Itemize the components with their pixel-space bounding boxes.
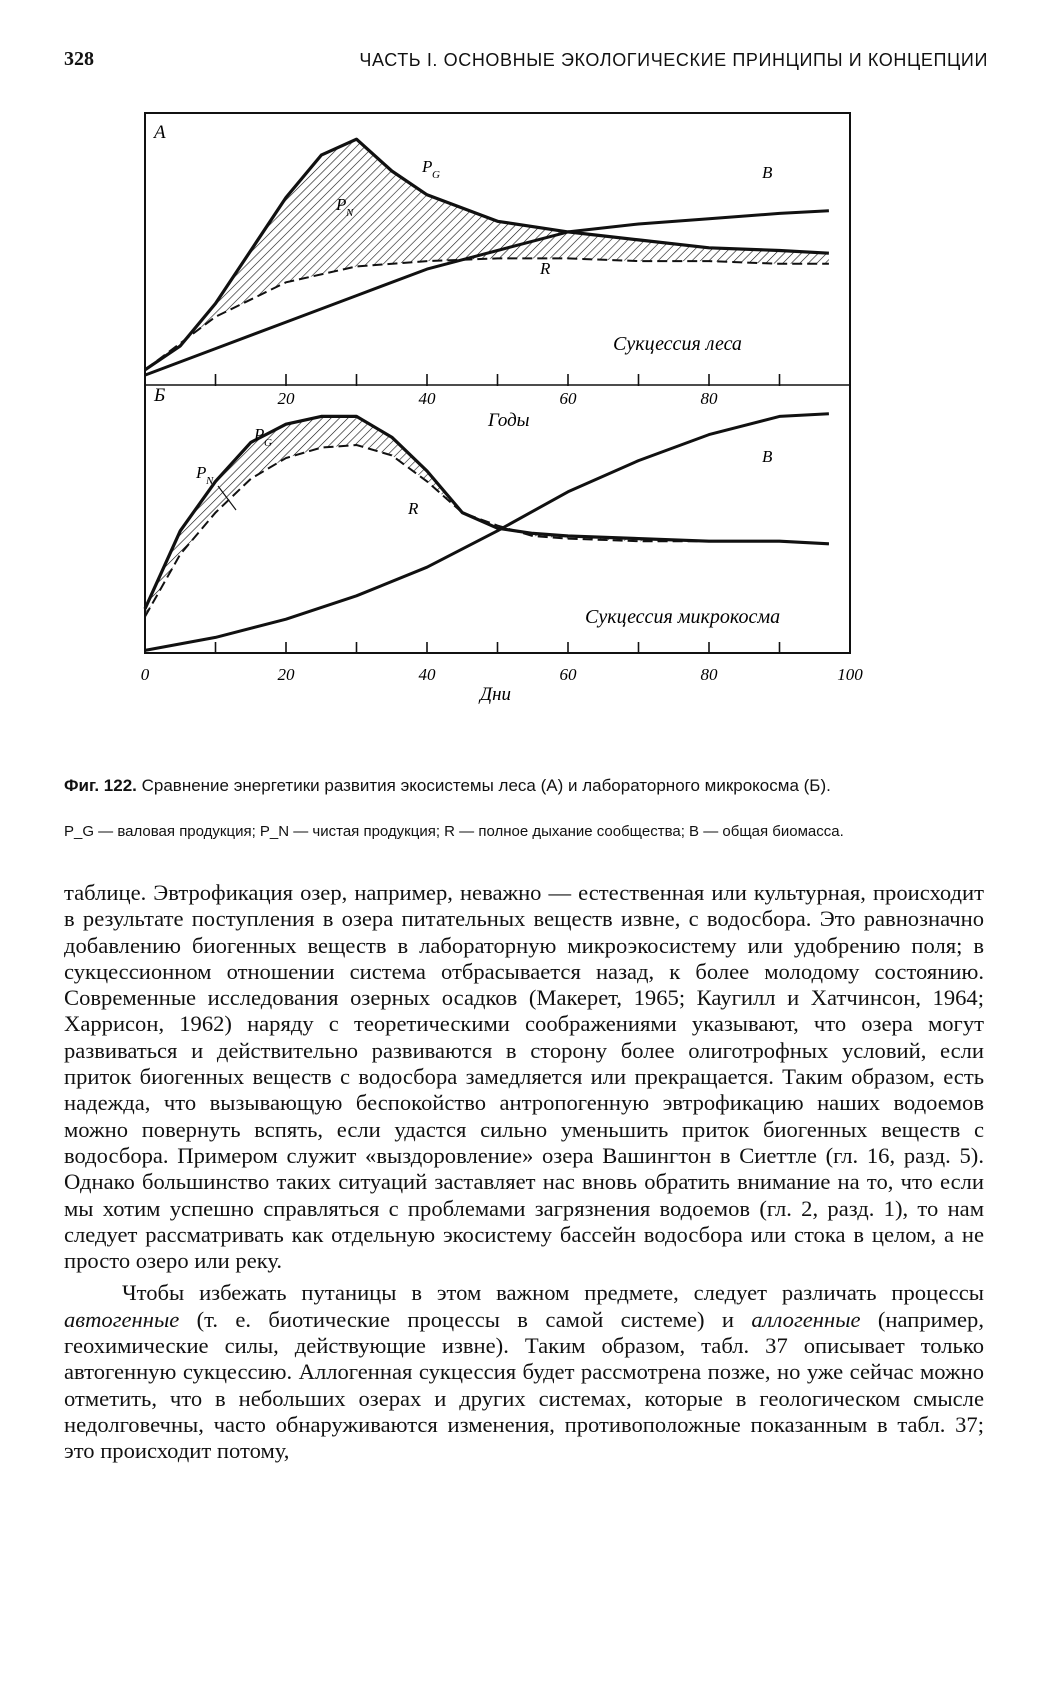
tick-label-b: 80 — [700, 665, 718, 684]
svg-text:P: P — [336, 195, 347, 214]
svg-text:N: N — [346, 207, 354, 219]
paragraph-2: Чтобы избежать путаницы в этом важном предмете, следует различать процессы автогенные (т. е. биотические процессы в самой системе) и аллогенные (например, геохимические силы, действующие извне). Таким образом, табл. 37 описывает только автогенную сукцессию. Аллогенная сукцессия будет рассмотрена позже, но уже сейчас можно отметить, что в небольших озерах и других системах, которые в геологическом смысле недолговечны, часто обнаруживаются изменения, противоположные показанным в табл. 37; это происходит потому, — [64, 1280, 984, 1464]
svg-text:G: G — [264, 437, 272, 449]
panel-b-xlabel: Дни — [480, 684, 512, 705]
figure-caption-text: Сравнение энергетики развития экосистемы леса (А) и лабораторного микрокосма (Б). — [141, 776, 831, 795]
tick-label-b: 60 — [559, 665, 577, 684]
running-head — [64, 48, 988, 78]
panel-b — [141, 414, 864, 684]
tick-label-a: 60 — [559, 389, 577, 408]
tick-label-a: 20 — [277, 389, 295, 408]
panel-a-title: Сукцессия леса — [613, 333, 742, 355]
pg-line-b — [145, 416, 829, 608]
label-r-a: R — [540, 259, 551, 278]
page-number: 328 — [64, 48, 94, 70]
svg-text:G: G — [432, 169, 440, 181]
figure-legend: P_G — валовая продукция; P_N — чистая продукция; R — полное дыхание сообщества; B — общая биомасса. — [64, 823, 844, 840]
body-text — [64, 880, 984, 1465]
tick-label-a: 80 — [700, 389, 718, 408]
label-pn-b — [195, 463, 214, 487]
label-pg-a — [421, 157, 440, 181]
panel-b-label: Б — [154, 385, 166, 406]
svg-text:P: P — [254, 425, 265, 444]
figure-122 — [140, 108, 863, 708]
svg-text:P: P — [196, 463, 207, 482]
chapter-title: ЧАСТЬ I. ОСНОВНЫЕ ЭКОЛОГИЧЕСКИЕ ПРИНЦИПЫ И КОНЦЕПЦИИ — [359, 50, 988, 70]
panel-b-title: Сукцессия микрокосма — [585, 606, 781, 628]
term-autogenic: автогенные — [64, 1306, 180, 1332]
term-allogenic: аллогенные — [751, 1306, 861, 1332]
tick-label-b: 20 — [277, 665, 295, 684]
paragraph-1: таблице. Эвтрофикация озер, например, неважно — естественная или культурная, происходит в результате поступления в озера питательных веществ извне, с водосбора. Это равнозначно добавлению биогенных веществ в лабораторную микроэкосистему или удобрению поля; в сукцессионном отношении система отбрасывается назад, к более молодому состоянию. Современные исследования озерных осадков (Макерет, 1965; Каугилл и Хатчинсон, 1964; Харрисон, 1962) наряду с теоретическими соображениями указывают, что озера могут развиваться и действительно развиваются в сторону более олиготрофных условий, если приток биогенных веществ с водосбора замедляется или прекращается. Таким образом, есть надежда, что вызывающую беспокойство антропогенную эвтрофикацию наших водоемов можно повернуть вспять, если удастся сильно уменьшить приток биогенных веществ с водосбора. Примером служит «выздоровление» озера Вашингтон в Сиеттле (гл. 16, разд. 5). Однако большинство таких ситуаций заставляет нас вновь обратить внимание на то, что если мы хотим успешно справляться с проблемами загрязнения водоемов (гл. 2, разд. 1), то нам следует рассматривать как отдельную экосистему бассейн водосбора или стока в целом, а не просто озеро или реку. — [64, 880, 984, 1274]
label-b-b: B — [762, 447, 773, 466]
tick-label-b: 40 — [418, 665, 436, 684]
tick-label-b: 0 — [140, 665, 150, 684]
panel-a — [145, 139, 829, 408]
tick-label-a: 40 — [418, 389, 436, 408]
figure-caption — [64, 776, 984, 796]
label-b-a: B — [762, 163, 773, 182]
tick-label-b: 100 — [837, 665, 863, 684]
label-r-b: R — [408, 499, 419, 518]
svg-text:N: N — [206, 475, 214, 487]
figure-number: Фиг. 122. — [64, 776, 137, 795]
panel-a-xlabel: Годы — [488, 410, 530, 431]
panel-a-label: А — [154, 122, 166, 143]
svg-text:P: P — [422, 157, 433, 176]
